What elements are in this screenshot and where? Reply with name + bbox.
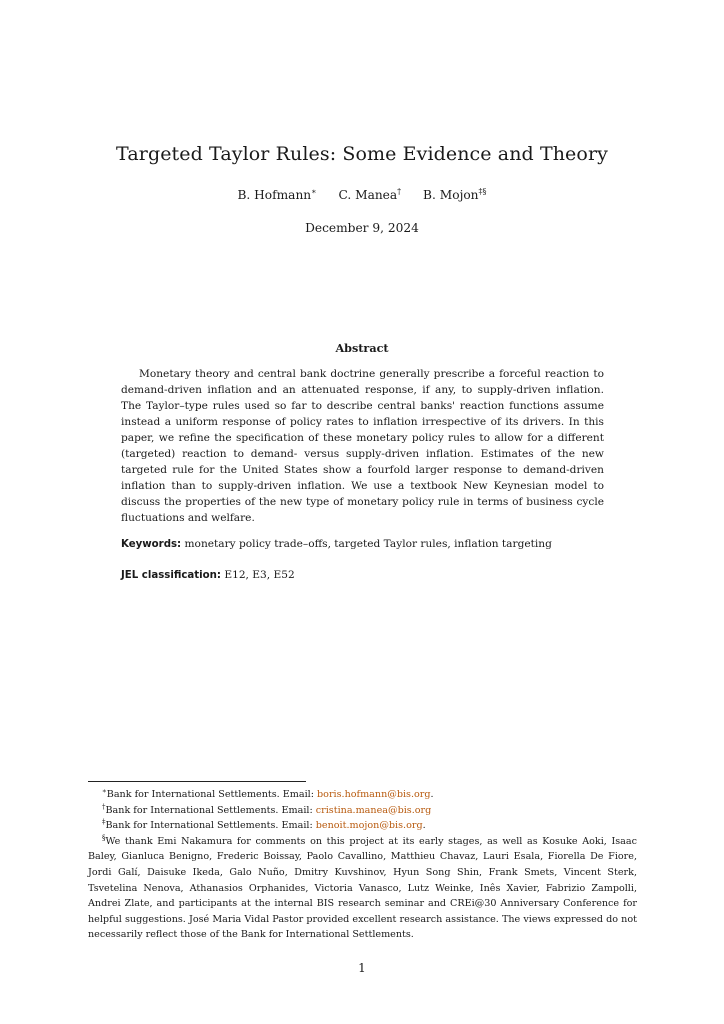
abstract-heading: Abstract — [335, 341, 389, 355]
footnote-end: . — [430, 789, 434, 800]
jel-text: E12, E3, E52 — [224, 569, 295, 581]
author-name: B. Mojon — [423, 188, 479, 202]
author-footnote-mark: ‡§ — [478, 187, 487, 196]
footnote-rule — [88, 781, 306, 782]
email-link[interactable]: cristina.manea@bis.org — [315, 804, 432, 816]
email-link[interactable]: benoit.mojon@bis.org — [315, 820, 423, 832]
keywords-text: monetary policy trade–offs, targeted Taylor rules, inflation targeting — [184, 538, 552, 550]
author-footnote-mark: ∗ — [311, 187, 317, 196]
email-link[interactable]: boris.hofmann@bis.org — [317, 789, 431, 800]
paper-date: December 9, 2024 — [305, 221, 419, 235]
jel-line — [121, 569, 604, 581]
author-list — [0, 187, 724, 202]
footnote-text: Bank for International Settlements. Email: — [105, 820, 316, 832]
author-3 — [423, 188, 487, 202]
author-footnote-mark: † — [397, 187, 402, 196]
author-name: C. Manea — [338, 188, 398, 202]
footnote-text: We thank Emi Nakamura for comments on this project at its early stages, as well as Kosuke Aoki, Isaac Baley, Gianluca Benigno, Frederic Boissay, Paolo Cavallino, Matthieu Chavaz, Lauri Esala, Fiorella De Fiore, Jordi Galí, Daisuke Ikeda, Galo Nuño, Dmitry Kuvshinov, Hyun Song Shin, Frank Smets, Vincent Sterk, Tsvetelina Nenova, Athanasios Orphanides, Victoria Vanasco, Lutz Weinke, Inês Xavier, Fabrizio Zampolli, Andrei Zlate, and participants at the internal BIS research seminar and CREi@30 Anniversary Conference for helpful suggestions. José Maria Vidal Pastor provided excellent research assistance. The views expressed do not necessarily reflect those of the Bank for International Settlements. — [88, 835, 637, 941]
keywords-line — [121, 538, 604, 550]
author-1 — [237, 188, 316, 202]
footnote-mark: ∗ — [102, 787, 107, 795]
footnote-mark: § — [102, 833, 106, 842]
footnote-mark: † — [102, 802, 106, 811]
author-2 — [338, 188, 401, 202]
footnote-text: Bank for International Settlements. Email: — [105, 804, 316, 816]
footnote-mark: ‡ — [102, 818, 106, 827]
paper-title: Targeted Taylor Rules: Some Evidence and Theory — [116, 143, 608, 165]
footnote-text: Bank for International Settlements. Email: — [106, 789, 318, 800]
author-name: B. Hofmann — [237, 188, 312, 202]
footnote-end: . — [422, 820, 426, 832]
abstract-body: Monetary theory and central bank doctrine generally prescribe a forceful reaction to demand-driven inflation and an attenuated response, if any, to supply-driven inflation. The Taylor–type rules used so far to describe central banks' reaction functions assume instead a uniform response of policy rates to inflation irrespective of its drivers. In this paper, we refine the specification of these monetary policy rules to allow for a different (targeted) reaction to demand- versus supply-driven inflation. Estimates of the new targeted rule for the United States show a fourfold larger response to demand-driven inflation than to supply-driven inflation. We use a textbook New Keynesian model to discuss the properties of the new type of monetary policy rule in terms of business cycle fluctuations and welfare. — [121, 368, 604, 524]
page-number: 1 — [358, 961, 366, 975]
keywords-label: Keywords: — [121, 539, 182, 550]
footnote-4 — [88, 831, 637, 943]
jel-label: JEL classification: — [121, 570, 221, 581]
